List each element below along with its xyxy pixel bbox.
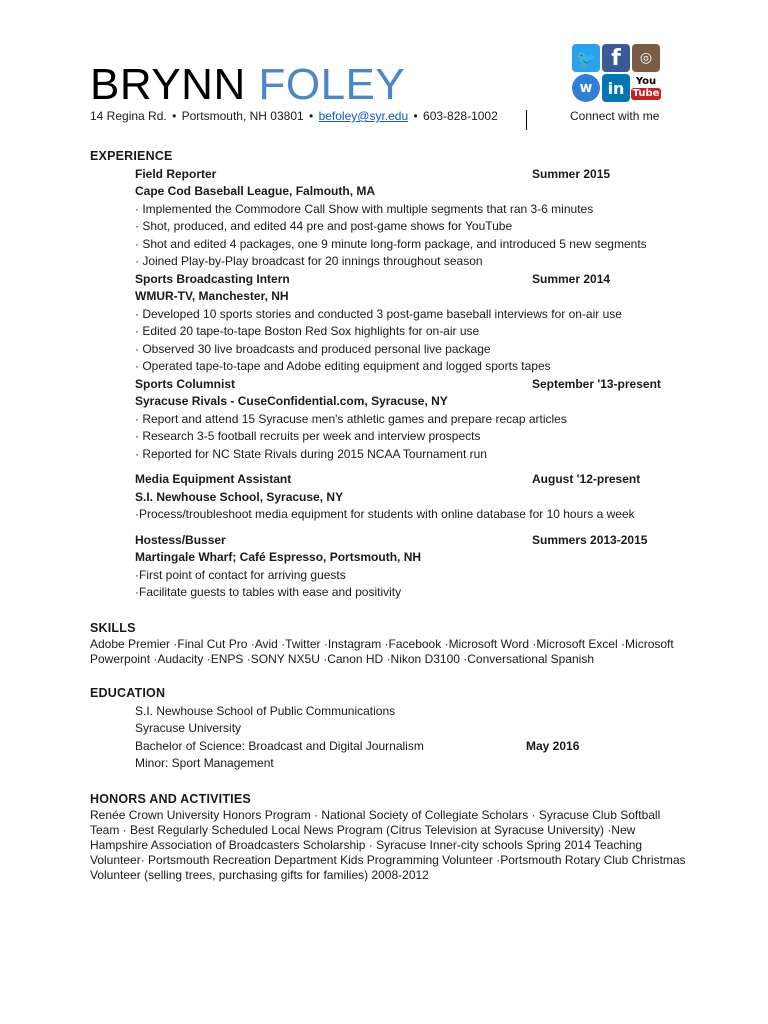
job-bullet: · Reported for NC State Rivals during 2015 NCAA Tournament run bbox=[135, 446, 487, 461]
education-heading: EDUCATION bbox=[90, 686, 166, 700]
youtube-icon-bottom: Tube bbox=[632, 87, 660, 99]
job-bullet: · Edited 20 tape-to-tape Boston Red Sox highlights for on-air use bbox=[135, 324, 480, 338]
job-bullet: ·First point of contact for arriving guests bbox=[135, 567, 346, 582]
skills-text: Adobe Premier ·Final Cut Pro ·Avid ·Twitter ·Instagram ·Facebook ·Microsoft Word ·Microsoft Excel ·Microsoft Powerpoint ·Audacity ·ENPS ·SONY NX5U ·Canon HD ·Nikon D3100 ·Conversational Spanish bbox=[90, 637, 674, 666]
instagram-icon[interactable]: ◎ bbox=[632, 44, 660, 72]
address: 14 Regina Rd. bbox=[90, 109, 167, 123]
job-bullet: ·Facilitate guests to tables with ease and positivity bbox=[135, 585, 402, 599]
linkedin-icon[interactable]: in bbox=[602, 74, 630, 102]
resume-body bbox=[90, 148, 690, 883]
job-bullet: ·Process/troubleshoot media equipment for students with online database for 10 hours a week bbox=[135, 507, 635, 521]
education-block bbox=[90, 703, 690, 773]
job-date: Summers 2013-2015 bbox=[532, 532, 648, 547]
job-org: Martingale Wharf; Café Espresso, Portsmouth, NH bbox=[135, 550, 422, 564]
experience-heading: EXPERIENCE bbox=[90, 149, 173, 163]
youtube-icon[interactable] bbox=[632, 74, 660, 102]
separator-bullet: • bbox=[413, 109, 418, 123]
job-org: S.I. Newhouse School, Syracuse, NY bbox=[135, 489, 344, 504]
separator-bullet: • bbox=[172, 109, 177, 123]
job-date: August '12-present bbox=[532, 472, 641, 486]
job-bullet: · Operated tape-to-tape and Adobe editing equipment and logged sports tapes bbox=[135, 359, 551, 373]
education-university: Syracuse University bbox=[135, 721, 242, 735]
job-role: Sports Columnist bbox=[135, 376, 236, 391]
education-date: May 2016 bbox=[526, 738, 580, 753]
job-date: Summer 2014 bbox=[532, 271, 611, 286]
job-role: Field Reporter bbox=[135, 166, 217, 181]
job-bullet: · Implemented the Commodore Call Show with multiple segments that ran 3-6 minutes bbox=[135, 201, 594, 216]
candidate-name bbox=[90, 62, 405, 108]
education-school: S.I. Newhouse School of Public Communications bbox=[135, 703, 396, 718]
job-role: Sports Broadcasting Intern bbox=[135, 271, 290, 286]
skills-heading: SKILLS bbox=[90, 620, 136, 635]
email-link[interactable]: befoley@syr.edu bbox=[318, 109, 409, 123]
job-org: Syracuse Rivals - CuseConfidential.com, Syracuse, NY bbox=[135, 394, 448, 408]
job-media-assistant bbox=[90, 471, 690, 524]
education-degree: Bachelor of Science: Broadcast and Digital Journalism bbox=[135, 738, 424, 753]
contact-line bbox=[90, 109, 498, 123]
city: Portsmouth, NH 03801 bbox=[181, 109, 304, 123]
education-minor: Minor: Sport Management bbox=[135, 756, 274, 770]
job-bullet: · Developed 10 sports stories and conducted 3 post-game baseball interviews for on-air use bbox=[135, 306, 622, 321]
job-bullet: · Research 3-5 football recruits per week and interview prospects bbox=[135, 429, 481, 443]
job-bullet: · Shot and edited 4 packages, one 9 minute long-form package, and introduced 5 new segments bbox=[135, 236, 647, 251]
job-org: WMUR-TV, Manchester, NH bbox=[135, 289, 289, 303]
job-sports-intern bbox=[90, 271, 690, 376]
honors-heading: HONORS AND ACTIVITIES bbox=[90, 791, 251, 806]
job-bullet: · Observed 30 live broadcasts and produced personal live package bbox=[135, 341, 491, 356]
job-bullet: · Report and attend 15 Syracuse men's athletic games and prepare recap articles bbox=[135, 411, 567, 426]
header-divider bbox=[526, 110, 527, 130]
youtube-icon-top: You bbox=[635, 75, 657, 87]
phone: 603-828-1002 bbox=[423, 109, 498, 123]
separator-bullet: • bbox=[309, 109, 314, 123]
job-date: September '13-present bbox=[532, 376, 661, 391]
facebook-icon[interactable]: f bbox=[602, 44, 630, 72]
job-date: Summer 2015 bbox=[532, 166, 611, 181]
job-org: Cape Cod Baseball League, Falmouth, MA bbox=[135, 184, 376, 198]
job-role: Media Equipment Assistant bbox=[135, 472, 292, 486]
job-bullet: · Joined Play-by-Play broadcast for 20 innings throughout season bbox=[135, 254, 483, 268]
job-role: Hostess/Busser bbox=[135, 532, 226, 547]
honors-text: Renée Crown University Honors Program · National Society of Collegiate Scholars · Syracuse Club Softball Team · Best Regularly Scheduled Local News Program (Citrus Television at Syracuse University) ·New Hampshire Association of Broadcasters Scholarship · Syracuse Inner-city schools Spring 2014 Teaching Volunteer· Portsmouth Recreation Department Kids Programming Volunteer ·Portsmouth Rotary Club Christmas Volunteer (selling trees, purchasing gifts for families) 2008-2012 bbox=[90, 808, 686, 882]
first-name: BRYNN bbox=[90, 60, 246, 109]
job-sports-columnist bbox=[90, 376, 690, 464]
social-icons bbox=[572, 44, 668, 104]
job-hostess bbox=[90, 532, 690, 602]
job-bullet: · Shot, produced, and edited 44 pre and post-game shows for YouTube bbox=[135, 219, 513, 233]
connect-label: Connect with me bbox=[570, 109, 660, 123]
job-field-reporter bbox=[90, 166, 690, 271]
last-name: FOLEY bbox=[258, 60, 406, 109]
weebly-icon[interactable]: w bbox=[572, 74, 600, 102]
twitter-icon[interactable]: 🐦 bbox=[572, 44, 600, 72]
